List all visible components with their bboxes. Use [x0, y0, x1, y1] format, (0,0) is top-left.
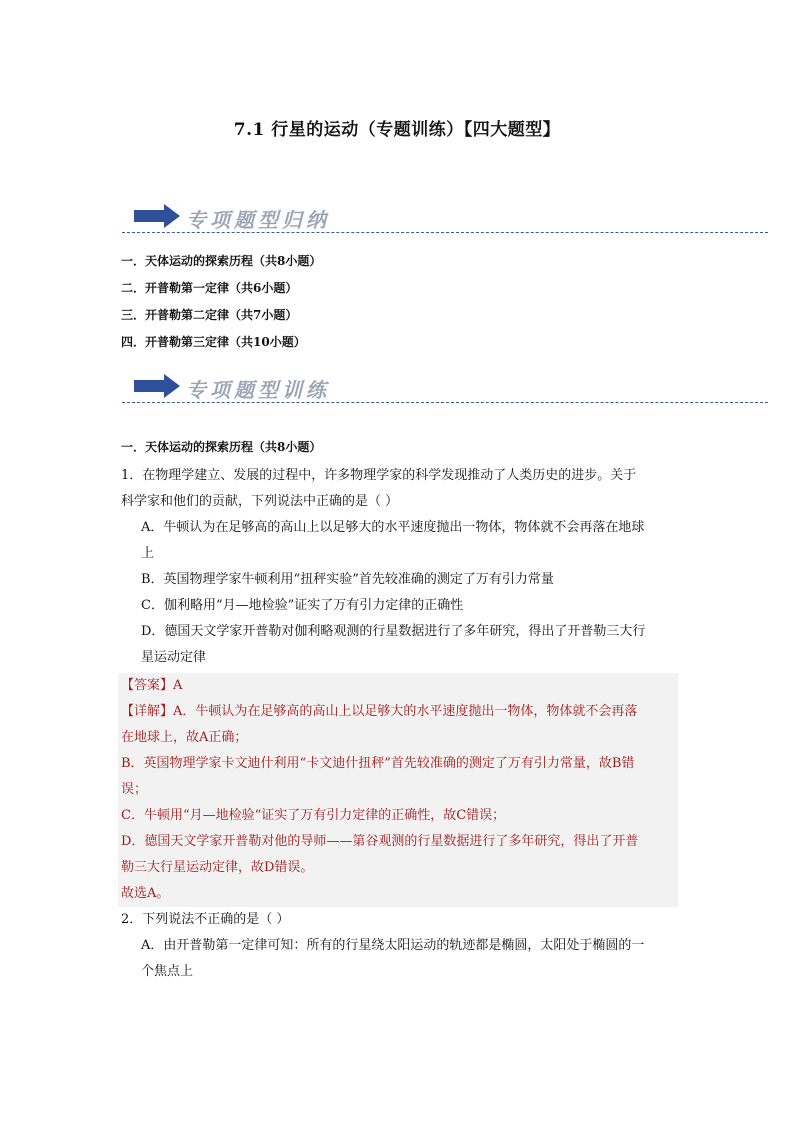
detail-line: 勒三大行星运动定律，故D错误。: [121, 860, 314, 875]
topic-item: 三．开普勒第二定律（共7小题）: [121, 308, 298, 322]
dashed-divider: [122, 232, 768, 233]
option-a-cont: 个焦点上: [141, 964, 194, 979]
question-2: [118, 907, 678, 985]
topic-item: 四．开普勒第三定律（共10小题）: [121, 335, 306, 349]
question-stem: 2．下列说法不正确的是（ ）: [121, 912, 290, 927]
detail-line: 误；: [121, 782, 148, 797]
topic-list: [121, 251, 321, 359]
section-heading: 一．天体运动的探索历程（共8小题）: [121, 440, 322, 454]
question-stem: 1．在物理学建立、发展的过程中，许多物理学家的科学发现推动了人类历史的进步。关于: [121, 468, 637, 483]
option-a: A．由开普勒第一定律可知：所有的行星绕太阳运动的轨迹都是椭圆，太阳处于椭圆的一: [141, 938, 645, 953]
topic-item: 二．开普勒第一定律（共6小题）: [121, 281, 298, 295]
option-b: B．英国物理学家牛顿利用“扭秤实验”首先较准确的测定了万有引力常量: [141, 572, 554, 587]
option-d-cont: 星运动定律: [141, 650, 207, 665]
section-banner-summary: [118, 198, 768, 238]
arrow-right-icon: [134, 204, 180, 228]
banner-label: 专项题型训练: [186, 378, 330, 402]
option-a-cont: 上: [141, 546, 155, 561]
detail-line: 在地球上，故A正确；: [121, 730, 248, 745]
detail-line: D．德国天文学家开普勒对他的导师——第谷观测的行星数据进行了多年研究，得出了开普: [121, 834, 639, 849]
conclusion-line: 故选A。: [121, 886, 170, 901]
question-stem: 科学家和他们的贡献，下列说法中正确的是（ ）: [121, 494, 399, 509]
answer-block: [118, 673, 678, 907]
page-title: 7.1 行星的运动（专题训练）【四大题型】: [233, 120, 561, 140]
question-1: [118, 463, 678, 907]
option-d: D．德国天文学家开普勒对伽利略观测的行星数据进行了多年研究，得出了开普勒三大行: [141, 624, 646, 639]
option-a: A．牛顿认为在足够高的高山上以足够大的水平速度抛出一物体，物体就不会再落在地球: [141, 520, 645, 535]
section-banner-training: [118, 368, 768, 408]
topic-item: 一．天体运动的探索历程（共8小题）: [121, 254, 322, 268]
arrow-right-icon: [134, 374, 180, 398]
option-c: C．伽利略用“月—地检验”证实了万有引力定律的正确性: [141, 598, 464, 613]
detail-line: C．牛顿用“月—地检验“证实了万有引力定律的正确性，故C错误；: [121, 808, 506, 823]
answer-label: 【答案】A: [121, 678, 183, 693]
detail-line: B．英国物理学家卡文迪什利用“卡文迪什扭秤”首先较准确的测定了万有引力常量，故B错: [121, 756, 635, 771]
banner-label: 专项题型归纳: [186, 208, 330, 232]
dashed-divider: [122, 402, 768, 403]
detail-line: 【详解】A．牛顿认为在足够高的高山上以足够大的水平速度抛出一物体，物体就不会再落: [121, 704, 638, 719]
question-content: [118, 437, 678, 985]
